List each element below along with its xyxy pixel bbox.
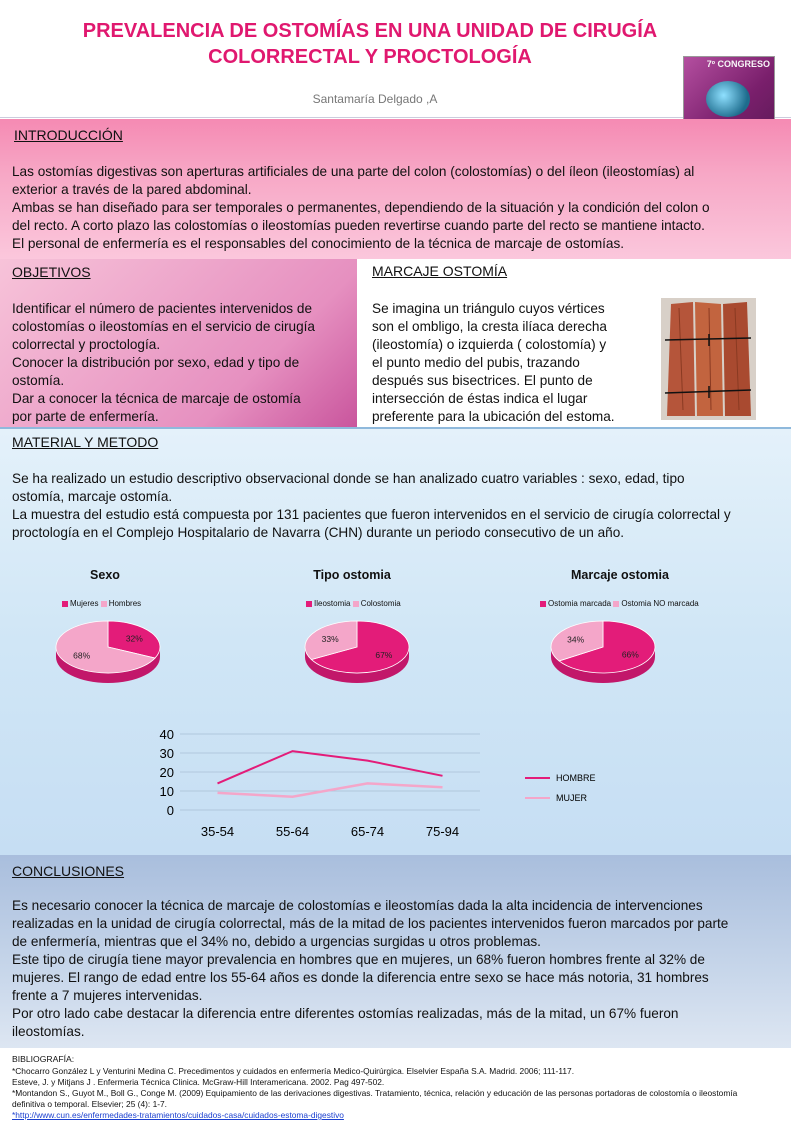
bibliografia-item: *Chocarro González L y Venturini Medina C. Precedimentos y cuidados en enfermería Medico-Quirúrgica. Elselvier España S.A. Madrid. 2006; 111-117. [12,1066,575,1076]
conclusiones-text [12,897,728,1041]
material-line: proctología en el Complejo Hospitalario de Navarra (CHN) durante un periodo consecutivo de un año. [12,525,625,540]
introduccion-line: El personal de enfermería es el responsables del conocimiento de la técnica de marcaje de ostomías. [12,236,625,251]
pie-value-label: 33% [321,634,339,645]
legend-swatch [306,601,312,607]
conclusiones-line: ileostomías. [12,1024,85,1039]
pie-legend [62,599,141,608]
age-sex-line-chart [140,722,660,847]
introduccion-line: Ambas se han diseñado para ser temporales o permanentes, dependiendo de la situación y la condición del colon o [12,200,710,215]
introduccion-line: exterior a través de la pared abdominal. [12,182,252,197]
material-line: Se ha realizado un estudio descriptivo observacional donde se han analizado cuatro variables : sexo, edad, tipo [12,471,685,486]
conclusiones-line: frente a 7 mujeres intervenidas. [12,988,203,1003]
legend-label: Mujeres [70,599,101,608]
bibliografia-item: *Montandon S., Guyot M., Boll G., Conge M. (2009) Equipamiento de las derivaciones digestivas. Tratamiento, técnica, relación y educación de las personas portadoras de colostomía o ileostomía [12,1088,738,1098]
y-tick-label: 10 [159,784,174,799]
objetivos-heading: OBJETIVOS [12,264,91,280]
conclusiones-line: Este tipo de cirugía tiene mayor prevalencia en hombres que en mujeres, un 68% fueron hombres frente al 32% de [12,952,705,967]
marcaje-line: Se imagina un triángulo cuyos vértices [372,301,605,316]
x-tick-label: 75-94 [425,824,460,839]
marcaje-line: preferente para la ubicación del estoma. [372,409,615,424]
series-line-mujer [218,783,443,796]
bibliografia-item: definitiva o temporal. Elsevier; 25 (4): 1-7. [12,1099,168,1109]
bibliografia-link[interactable]: *http://www.cun.es/enfermedades-tratamientos/cuidados-casa/cuidados-estoma-digestivo [12,1110,344,1120]
marcaje-line: después sus bisectrices. El punto de [372,373,593,388]
bibliografia-item: Esteve, J. y Mitjans J . Enfermeria Técnica Clinica. McGraw-Hill Interamericana. 2002. Pag 497-502. [12,1077,385,1087]
marcaje-heading: MARCAJE OSTOMÍA [372,263,508,279]
legend-label: MUJER [556,793,587,803]
pie-value-label: 68% [73,650,91,661]
objetivos-line: Dar a conocer la técnica de marcaje de ostomía [12,391,301,406]
conclusiones-line: de enfermería, mientras que el 34% no, debido a urgencias surgidas u otros problemas. [12,934,541,949]
material-heading: MATERIAL Y METODO [12,434,159,450]
objetivos-text [12,300,315,426]
pie-legend [540,599,699,608]
pie-value-label: 32% [125,633,143,644]
logo-text: 7º CONGRESO [706,59,770,69]
material-line: ostomía, marcaje ostomía. [12,489,173,504]
introduccion-line: del recto. A corto plazo las colostomías o ileostomías pueden revertirse cuando parte del recto se mantiene intacto. [12,218,705,233]
objetivos-line: Conocer la distribución por sexo, edad y tipo de [12,355,300,370]
marcaje-line: intersección de éstas indica el lugar [372,391,588,406]
objetivos-line: por parte de enfermería. [12,409,159,424]
material-line: La muestra del estudio está compuesta por 131 pacientes que fueron intervenidos en el servicio de cirugía colorrectal y [12,507,731,522]
objetivos-line: colostomías o ileostomías en el servicio de cirugía [12,319,315,334]
pie-chart [48,615,168,695]
pie-title: Marcaje ostomia [571,568,669,582]
title-line-2: COLORRECTAL Y PROCTOLOGÍA [208,46,532,68]
objetivos-line: ostomía. [12,373,65,388]
legend-label: Ileostomia [314,599,353,608]
pie-value-label: 66% [621,649,639,660]
conclusiones-line: realizadas en la unidad de cirugía colorrectal, más de la mitad de los pacientes intervenidos fueron marcados por parte [12,916,729,931]
pie-chart [543,615,663,695]
poster-title [40,18,700,70]
legend-swatch [101,601,107,607]
marcaje-line: (ileostomía) o izquierda ( colostomía) y [372,337,607,352]
legend-label: Colostomia [360,599,401,608]
material-text [12,470,731,542]
pie-title: Sexo [90,568,120,582]
introduccion-line: Las ostomías digestivas son aperturas artificiales de una parte del colon (colostomías) o del íleon (ileostomías) al [12,164,695,179]
author: Santamaría Delgado ,A [312,92,438,106]
pie-value-label: 67% [375,649,393,660]
x-tick-label: 65-74 [350,824,385,839]
x-tick-label: 55-64 [275,824,310,839]
y-tick-label: 40 [159,727,174,742]
legend-swatch [353,601,359,607]
pie-legend [306,599,401,608]
introduccion-text [12,163,710,253]
conclusiones-line: Por otro lado cabe destacar la diferencia entre diferentes ostomías realizadas, más de la mitad, un 67% fueron [12,1006,679,1021]
y-tick-label: 30 [159,746,174,761]
marcaje-text [372,300,615,426]
globe-icon [706,81,750,117]
marcaje-line: el punto medio del pubis, trazando [372,355,580,370]
legend-label: Ostomia NO marcada [621,599,699,608]
legend-swatch [540,601,546,607]
title-line-1: PREVALENCIA DE OSTOMÍAS EN UNA UNIDAD DE CIRUGÍA [82,20,658,42]
ostomy-marking-photo [661,298,756,420]
pie-chart [297,615,417,695]
marcaje-line: son el ombligo, la cresta ilíaca derecha [372,319,607,334]
conclusiones-heading: CONCLUSIONES [12,863,125,879]
objetivos-line: Identificar el número de pacientes intervenidos de [12,301,312,316]
legend-swatch [62,601,68,607]
bibliografia-heading: BIBLIOGRAFÍA: [12,1054,75,1064]
legend-label: Hombres [108,599,142,608]
series-line-hombre [218,751,443,783]
y-tick-label: 20 [159,765,174,780]
objetivos-line: colorrectal y proctología. [12,337,161,352]
y-tick-label: 0 [166,803,174,818]
legend-label: HOMBRE [556,773,596,783]
poster-header [0,0,791,118]
conclusiones-line: Es necesario conocer la técnica de marcaje de colostomías e ileostomías dada la alta incidencia de intervenciones [12,898,703,913]
legend-swatch [613,601,619,607]
pie-value-label: 34% [567,634,585,645]
introduccion-heading: INTRODUCCIÓN [14,127,123,143]
conclusiones-line: mujeres. El rango de edad entre los 55-64 años es donde la diferencia entre sexo se hace más notoria, 31 hombres [12,970,709,985]
x-tick-label: 35-54 [200,824,235,839]
pie-title: Tipo ostomia [313,568,391,582]
legend-label: Ostomia marcada [548,599,614,608]
